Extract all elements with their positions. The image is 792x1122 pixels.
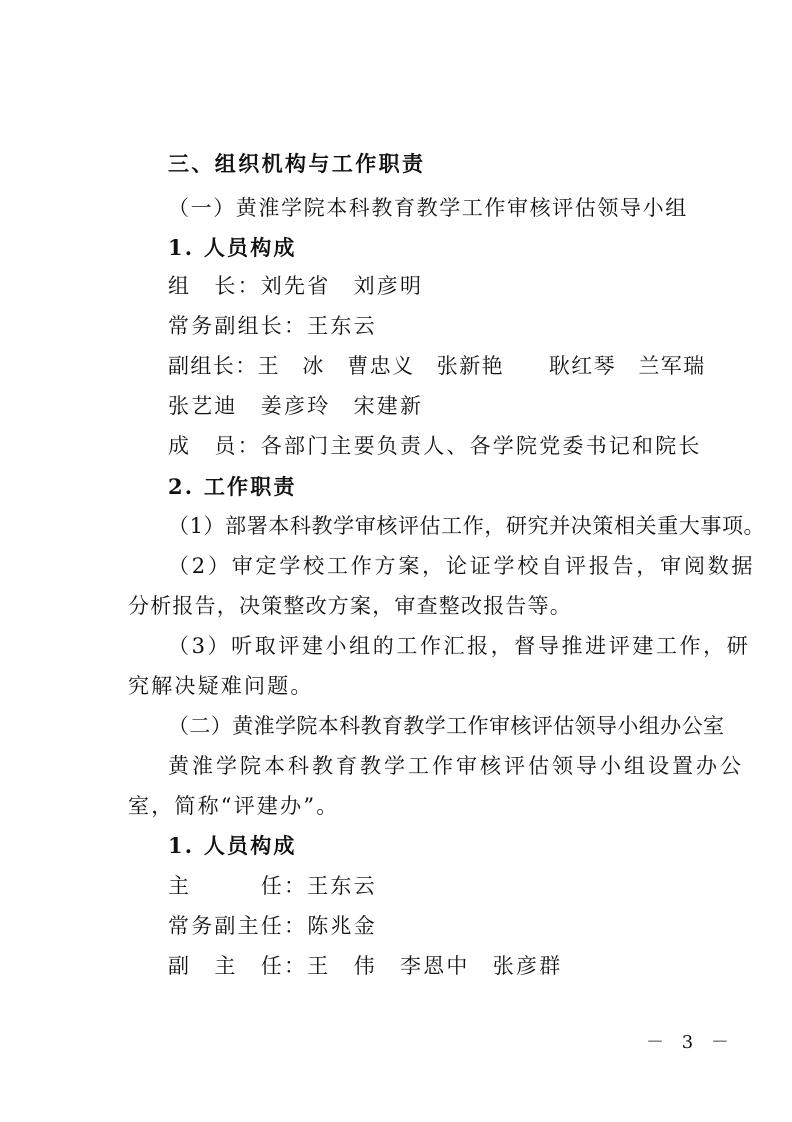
page-number: － 3 －	[646, 1032, 735, 1053]
group2-intro-line2: 室，简称“评建办”。	[128, 794, 340, 818]
group1-duty1: （1）部署本科教学审核评估工作，研究并决策相关重大事项。	[168, 514, 766, 538]
group1-exec-deputy: 常务副组长：王东云	[168, 314, 377, 338]
group1-leader: 组 长：刘先省 刘彦明	[168, 274, 424, 298]
group1-composition-heading: 1. 人员构成	[168, 235, 297, 260]
group1-deputy-line1: 副组长：王 冰 曹忠义 张新艳 耿红琴 兰军瑞	[168, 354, 706, 378]
group2-deputy-director: 副 主 任：王 伟 李恩中 张彦群	[168, 954, 563, 978]
group2-exec-deputy-director: 常务副主任：陈兆金	[168, 914, 377, 938]
group2-composition-heading: 1. 人员构成	[168, 833, 297, 858]
group1-duty2-line2: 分析报告，决策整改方案，审查整改报告等。	[128, 594, 572, 618]
group2-intro-line1: 黄淮学院本科教育教学工作审核评估领导小组设置办公	[168, 754, 744, 778]
group1-members: 成 员：各部门主要负责人、各学院党委书记和院长	[168, 434, 702, 458]
group1-duty3-line1: （3）听取评建小组的工作汇报，督导推进评建工作，研	[168, 634, 751, 658]
group1-duties-heading: 2. 工作职责	[168, 474, 297, 499]
section-title: 三、组织机构与工作职责	[168, 151, 426, 176]
group1-deputy-line2: 张艺迪 姜彦玲 宋建新	[168, 394, 424, 418]
group1-heading: （一）黄淮学院本科教育教学工作审核评估领导小组	[168, 196, 688, 220]
group1-duty2-line1: （2）审定学校工作方案，论证学校自评报告，审阅数据	[168, 554, 756, 578]
group1-duty3-line2: 究解决疑难问题。	[128, 674, 314, 698]
group2-director: 主 任：王东云	[168, 874, 377, 898]
group2-heading: （二）黄淮学院本科教育教学工作审核评估领导小组办公室	[168, 714, 725, 738]
